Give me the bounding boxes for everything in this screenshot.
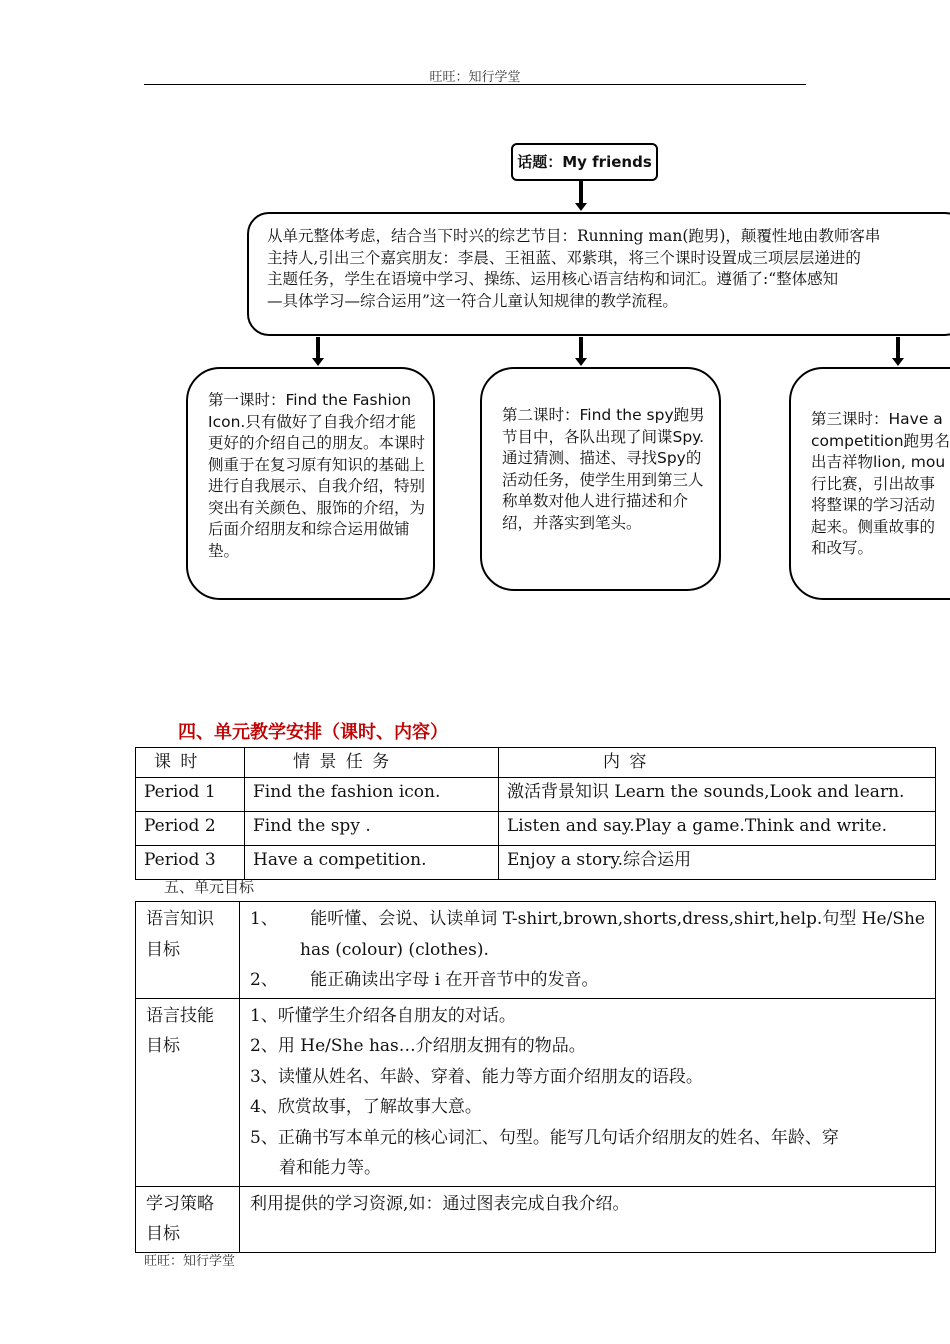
lesson1-box: 第一课时：Find the Fashion Icon.只有做好了自我介绍才能更好的介绍自己的朋友。本课时侧重于在复习原有知识的基础上进行自我展示、自我介绍，特别突出有关颜色、服饰的介绍，为后面介绍朋友和综合运用做铺垫。 [186,367,435,600]
objective-line: 利用提供的学习资源,如：通过图表完成自我介绍。 [250,1193,630,1214]
connector-lesson3 [896,337,900,359]
table-row [136,812,936,846]
task-cell: Find the fashion icon. [245,778,499,812]
objective-line: 着和能力等。 [279,1158,382,1178]
objective-content [240,998,936,1186]
objective-line: 3、读懂从姓名、年龄、穿着、能力等方面介绍朋友的语段。 [250,1066,703,1087]
period-cell: Period 1 [136,778,245,812]
summary-box [247,212,950,336]
period-cell: Period 2 [136,812,245,846]
section5-title: 五、单元目标 [164,878,255,896]
arrow-lesson2 [575,358,587,366]
summary-line: 主题任务，学生在语境中学习、操练、运用核心语言结构和词汇。遵循了:“整体感知 [267,270,839,288]
connector-lesson2 [579,337,583,359]
objective-label: 语言知识目标 [136,902,240,999]
objective-line: 5、正确书写本单元的核心词汇、句型。能写几句话介绍朋友的姓名、年龄、穿 [250,1127,839,1148]
section4-title: 四、单元教学安排（课时、内容） [178,722,448,743]
objective-row [136,1186,936,1252]
summary-line: 主持人,引出三个嘉宾朋友：李晨、王祖蓝、邓紫琪，将三个课时设置成三项层层递进的 [267,248,861,267]
header-period: 课 时 [136,748,245,778]
summary-line: —具体学习—综合运用”这一符合儿童认知规律的教学流程。 [267,291,678,310]
connector-lesson1 [316,337,320,359]
schedule-table [135,747,936,880]
period-cell: Period 3 [136,846,245,880]
content-cell: Listen and say.Play a game.Think and write. [499,812,936,846]
objective-line: has (colour) (clothes). [300,939,489,960]
lesson3-line: 将整课的学习活动 [811,496,936,514]
task-cell: Have a competition. [245,846,499,880]
lesson3-line: 起来。侧重故事的 [811,517,936,536]
task-cell: Find the spy . [245,812,499,846]
objective-line: 1、听懂学生介绍各自朋友的对话。 [250,1005,516,1026]
lesson3-line: 第三课时：Have a [811,410,943,428]
objectives-table [135,901,936,1253]
objective-row [136,998,936,1186]
lesson3-box [789,367,950,600]
summary-line: 从单元整体考虑，结合当下时兴的综艺节目：Running man(跑男)，颠覆性地由教师客串 [267,227,881,245]
content-cell: Enjoy a story.综合运用 [499,846,936,880]
arrow-lesson1 [312,358,324,366]
objective-label: 学习策略目标 [136,1186,240,1252]
objective-content [240,1186,936,1252]
objective-line: 2、 能正确读出字母 i 在开音节中的发音。 [250,970,599,990]
objective-content [240,902,936,999]
objective-line: 2、用 He/She has…介绍朋友拥有的物品。 [250,1036,586,1056]
objective-row [136,902,936,999]
lesson3-line: 行比赛，引出故事 [811,474,936,493]
objective-line: 4、欣赏故事，了解故事大意。 [250,1097,482,1117]
lesson2-box: 第二课时：Find the spy跑男节目中，各队出现了间谍Spy.通过猜测、描述、寻找Spy的活动任务，使学生用到第三人称单数对他人进行描述和介绍，并落实到笔头。 [480,367,721,591]
arrow-topic [575,203,587,211]
page-header: 旺旺：知行学堂 [429,70,521,85]
header-task: 情 景 任 务 [245,748,499,778]
lesson3-line: 出吉祥物lion, mou [811,453,946,471]
topic-box: 话题：My friends [511,143,658,181]
page-footer: 旺旺：知行学堂 [144,1254,236,1269]
table-header-row [136,748,936,778]
content-cell: 激活背景知识 Learn the sounds,Look and learn. [499,778,936,812]
header-content: 内 容 [499,748,936,778]
lesson3-line: competition跑男名 [811,431,950,450]
table-row [136,778,936,812]
header-rule [144,84,806,85]
connector-topic [579,181,583,204]
objective-label: 语言技能目标 [136,998,240,1186]
arrow-lesson3 [892,358,904,366]
objective-line: 1、 能听懂、会说、认读单词 T-shirt,brown,shorts,dress,shirt,help.句型 He/She [250,909,925,929]
lesson3-line: 和改写。 [811,539,874,557]
table-row [136,846,936,880]
